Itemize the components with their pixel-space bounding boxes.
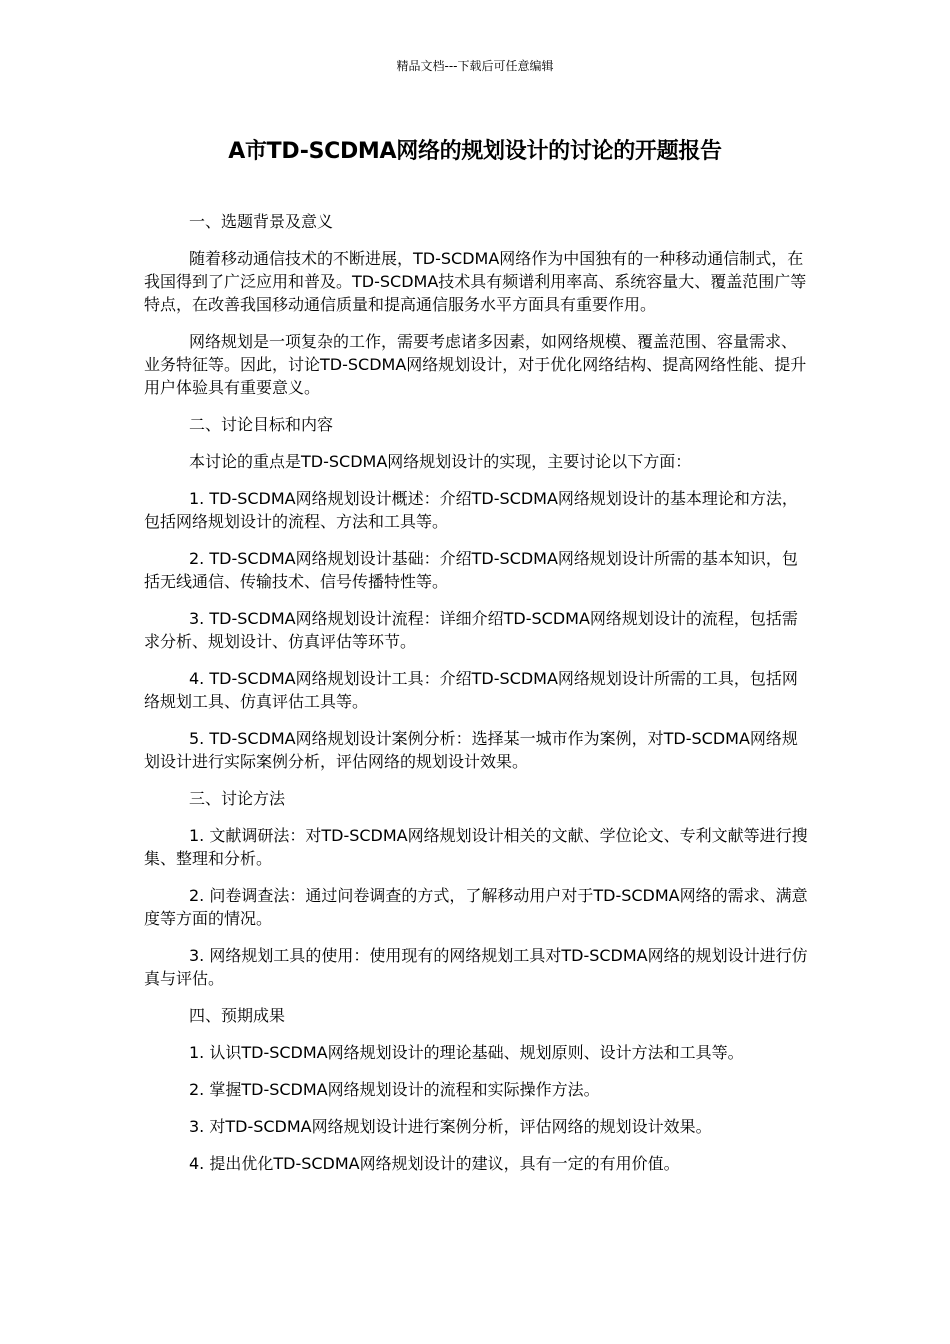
list-item: 2. TD-SCDMA网络规划设计基础：介绍TD-SCDMA网络规划设计所需的基本知识，包括无线通信、传输技术、信号传播特性等。 (144, 549, 798, 591)
paragraph: 网络规划是一项复杂的工作，需要考虑诸多因素，如网络规模、覆盖范围、容量需求、业务特征等。因此，讨论TD-SCDMA网络规划设计，对于优化网络结构、提高网络性能、提升用户体验具有重要意义。 (144, 332, 807, 397)
paragraph: 随着移动通信技术的不断进展，TD-SCDMA网络作为中国独有的一种移动通信制式，在我国得到了广泛应用和普及。TD-SCDMA技术具有频谱利用率高、系统容量大、覆盖范围广等特点，在改善我国移动通信质量和提高通信服务水平方面具有重要作用。 (144, 249, 807, 314)
page-header: 精品文档---下载后可任意编辑 (396, 59, 554, 73)
list-item: 3. 网络规划工具的使用：使用现有的网络规划工具对TD-SCDMA网络的规划设计进行仿真与评估。 (144, 946, 808, 988)
section-heading: 三、讨论方法 (189, 789, 286, 808)
document-title: A市TD-SCDMA网络的规划设计的讨论的开题报告 (228, 139, 722, 164)
list-item: 2. 掌握TD-SCDMA网络规划设计的流程和实际操作方法。 (189, 1080, 600, 1099)
list-item: 2. 问卷调查法：通过问卷调查的方式，了解移动用户对于TD-SCDMA网络的需求、满意度等方面的情况。 (144, 886, 808, 928)
list-item: 4. TD-SCDMA网络规划设计工具：介绍TD-SCDMA网络规划设计所需的工具，包括网络规划工具、仿真评估工具等。 (144, 669, 798, 711)
section-heading: 二、讨论目标和内容 (189, 415, 334, 434)
document-body (144, 210, 808, 1189)
list-item: 3. TD-SCDMA网络规划设计流程：详细介绍TD-SCDMA网络规划设计的流程，包括需求分析、规划设计、仿真评估等环节。 (144, 609, 798, 651)
list-item: 1. 文献调研法：对TD-SCDMA网络规划设计相关的文献、学位论文、专利文献等进行搜集、整理和分析。 (144, 826, 808, 868)
list-item: 5. TD-SCDMA网络规划设计案例分析：选择某一城市作为案例，对TD-SCDMA网络规划设计进行实际案例分析，评估网络的规划设计效果。 (144, 729, 798, 771)
list-item: 1. 认识TD-SCDMA网络规划设计的理论基础、规划原则、设计方法和工具等。 (189, 1043, 744, 1062)
list-item: 1. TD-SCDMA网络规划设计概述：介绍TD-SCDMA网络规划设计的基本理论和方法，包括网络规划设计的流程、方法和工具等。 (144, 489, 798, 531)
list-item: 4. 提出优化TD-SCDMA网络规划设计的建议，具有一定的有用价值。 (189, 1154, 680, 1173)
list-item: 3. 对TD-SCDMA网络规划设计进行案例分析，评估网络的规划设计效果。 (189, 1117, 712, 1136)
section-heading: 四、预期成果 (189, 1006, 286, 1025)
section-heading: 一、选题背景及意义 (189, 212, 334, 231)
paragraph: 本讨论的重点是TD-SCDMA网络规划设计的实现，主要讨论以下方面： (189, 452, 692, 471)
